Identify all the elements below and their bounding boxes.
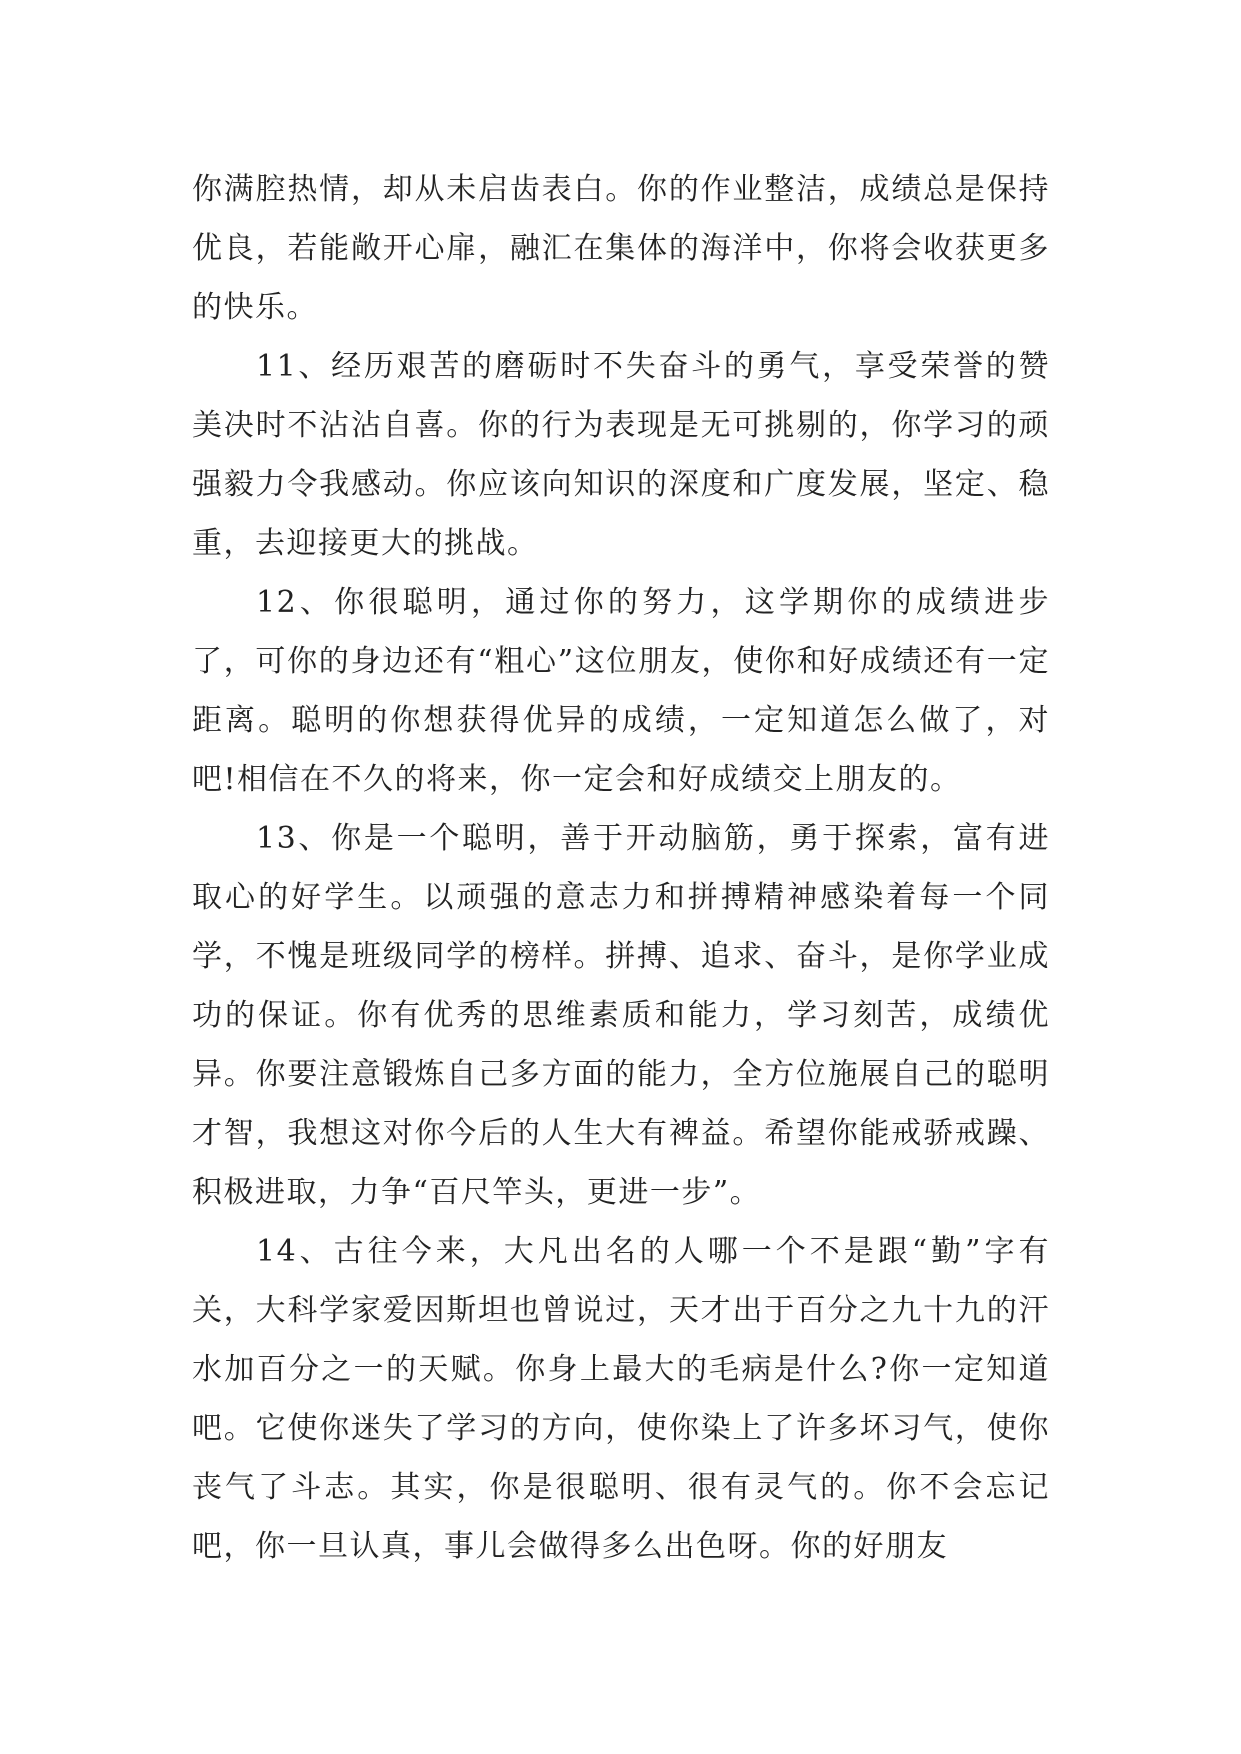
- paragraph-continuation: 你满腔热情，却从未启齿表白。你的作业整洁，成绩总是保持优良，若能敞开心扉，融汇在集体的海洋中，你将会收获更多的快乐。: [192, 172, 1050, 325]
- paragraph-item-12: 12、你很聪明，通过你的努力，这学期你的成绩进步了，可你的身边还有“粗心”这位朋友，使你和好成绩还有一定距离。聪明的你想获得优异的成绩，一定知道怎么做了，对吧!相信在不久的将来，你一定会和好成绩交上朋友的。: [192, 585, 1050, 797]
- paragraph-item-14: 14、古往今来，大凡出名的人哪一个不是跟“勤”字有关，大科学家爱因斯坦也曾说过，天才出于百分之九十九的汗水加百分之一的天赋。你身上最大的毛病是什么?你一定知道吧。它使你迷失了学习的方向，使你染上了许多坏习气，使你丧气了斗志。其实，你是很聪明、很有灵气的。你不会忘记吧，你一旦认真，事儿会做得多么出色呀。你的好朋友: [192, 1234, 1050, 1564]
- document-body: [192, 160, 1050, 1576]
- paragraph-item-11: 11、经历艰苦的磨砺时不失奋斗的勇气，享受荣誉的赞美决时不沾沾自喜。你的行为表现是无可挑剔的，你学习的顽强毅力令我感动。你应该向知识的深度和广度发展，坚定、稳重，去迎接更大的挑战。: [192, 349, 1050, 561]
- paragraph-item-13: 13、你是一个聪明，善于开动脑筋，勇于探索，富有进取心的好学生。以顽强的意志力和拼搏精神感染着每一个同学，不愧是班级同学的榜样。拼搏、追求、奋斗，是你学业成功的保证。你有优秀的思维素质和能力，学习刻苦，成绩优异。你要注意锻炼自己多方面的能力，全方位施展自己的聪明才智，我想这对你今后的人生大有裨益。希望你能戒骄戒躁、积极进取，力争“百尺竿头，更进一步”。: [192, 821, 1050, 1210]
